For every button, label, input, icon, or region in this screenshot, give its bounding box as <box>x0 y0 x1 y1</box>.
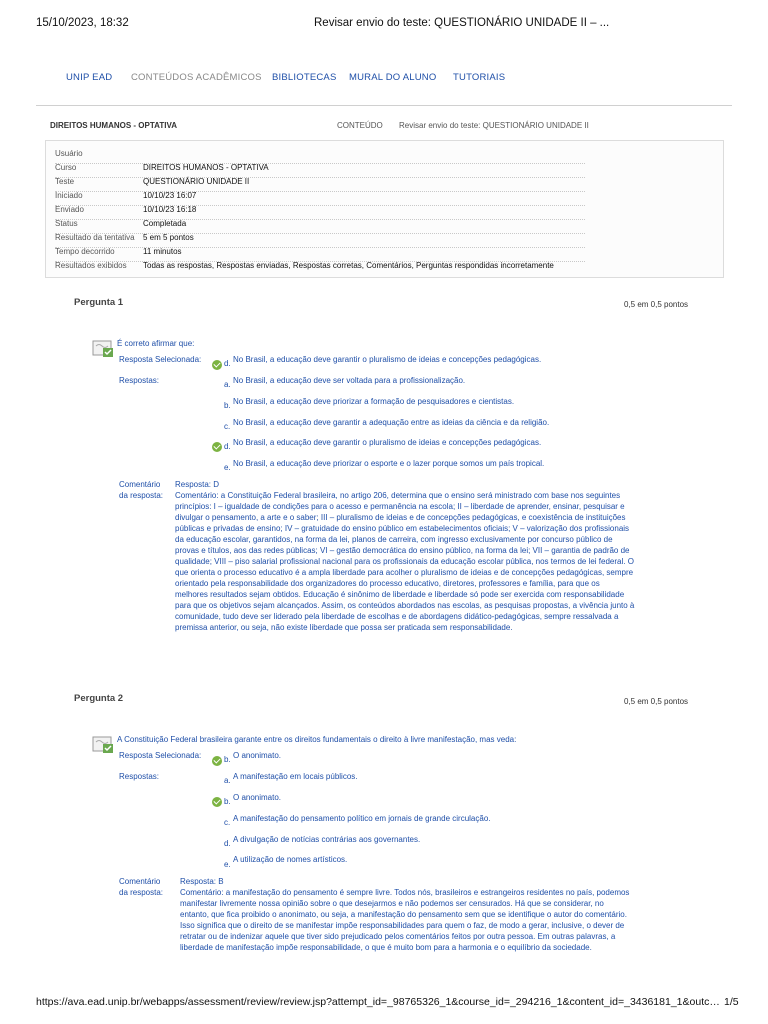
answer-text: A utilização de nomes artísticos. <box>233 855 348 864</box>
question-correct-icon <box>92 340 114 358</box>
nav-conteudos-academicos[interactable]: CONTEÚDOS ACADÊMICOS <box>131 72 262 83</box>
print-date: 15/10/2023, 18:32 <box>36 17 129 29</box>
info-value: DIREITOS HUMANOS - OPTATIVA <box>143 163 269 172</box>
comment-heading: Resposta: D <box>175 480 220 489</box>
answer-letter: e. <box>224 463 231 472</box>
question-correct-icon <box>92 736 114 754</box>
info-row-status <box>55 219 585 234</box>
comment-line: orientado pela responsabilidade dos organizadores do processo educativo, diretores, professores e família, para que os <box>175 579 600 588</box>
comment-line: entanto, que fica proibido o anonimato, ou seja, a manifestação do pensamento sem que se identifique o autor do comentário. <box>180 910 627 919</box>
correct-check-icon <box>212 360 222 370</box>
info-value: 11 minutos <box>143 247 182 256</box>
selected-answer-letter: b. <box>224 755 231 764</box>
comment-label <box>119 479 163 501</box>
info-row-enviado <box>55 205 585 220</box>
info-value: Todas as respostas, Respostas enviadas, Respostas corretas, Comentários, Perguntas respondidas incorretamente <box>143 261 554 270</box>
divider <box>36 105 732 106</box>
answer-text: No Brasil, a educação deve priorizar a formação de pesquisadores e cientistas. <box>233 397 515 406</box>
comment-line: princípios: I – igualdade de condições para o acesso e permanência na escola; II – liberdade de aprender, ensinar, pesquisar e <box>175 502 625 511</box>
selected-answer-letter: d. <box>224 359 231 368</box>
question-1-comment <box>175 479 685 633</box>
comment-line: divulgar o pensamento, a arte e o saber; III – pluralismo de ideias e de concepções pedagógicas, e coexistência de instituições <box>175 513 626 522</box>
answer-letter: c. <box>224 818 231 827</box>
answer-text: A manifestação em locais públicos. <box>233 772 358 781</box>
answer-letter: b. <box>224 797 231 806</box>
correct-check-icon <box>212 797 222 807</box>
selected-answer-label: Resposta Selecionada: <box>119 751 202 760</box>
info-value: 10/10/23 16:18 <box>143 205 197 214</box>
info-label: Iniciado <box>55 191 83 200</box>
nav-bibliotecas[interactable]: BIBLIOTECAS <box>272 72 337 83</box>
answer-text: O anonimato. <box>233 793 282 802</box>
info-row-teste <box>55 177 585 192</box>
question-2-text: A Constituição Federal brasileira garante entre os direitos fundamentais o direito à livre manifestação, mas veda: <box>117 735 517 744</box>
comment-line: provas e títulos, aos das redes públicas; VI – gestão democrática do ensino público, na forma da lei; VII – garantia de padrão de <box>175 546 630 555</box>
comment-line: qualidade; VIII – piso salarial profissional nacional para os profissionais da educação escolar pública, nos termos de lei federal. O <box>175 557 634 566</box>
comment-line: retratar ou de indenizar aquele que tiver sido prejudicado pelos comentários feitos por outra pessoa. Em outras palavras, a <box>180 932 616 941</box>
question-2-comment <box>180 876 690 953</box>
answer-text: A divulgação de notícias contrárias aos governantes. <box>233 835 421 844</box>
answer-text: No Brasil, a educação deve ser voltada para a profissionalização. <box>233 376 466 385</box>
info-label: Resultados exibidos <box>55 261 127 270</box>
answer-text: No Brasil, a educação deve garantir a adequação entre as ideias da ciência e da religião. <box>233 418 550 427</box>
comment-label-line-2: da resposta: <box>119 491 164 500</box>
question-2-points: 0,5 em 0,5 pontos <box>624 697 689 706</box>
info-label: Enviado <box>55 205 84 214</box>
info-value: QUESTIONÁRIO UNIDADE II <box>143 177 250 186</box>
comment-label <box>119 876 163 898</box>
correct-check-icon <box>212 756 222 766</box>
question-1-points: 0,5 em 0,5 pontos <box>624 300 689 309</box>
info-row-iniciado <box>55 191 585 206</box>
comment-line: Isso significa que o direito de se manifestar impõe responsabilidades para quem o faz, de modo a gerar, inclusive, o dever de <box>180 921 625 930</box>
answer-letter: a. <box>224 776 231 785</box>
question-1-title: Pergunta 1 <box>74 297 124 308</box>
info-value: 5 em 5 pontos <box>143 233 194 242</box>
selected-answer-text: O anonimato. <box>233 751 282 760</box>
print-url: https://ava.ead.unip.br/webapps/assessment/review/review.jsp?attempt_id=_98765326_1&course_id=_294216_1&content_id=_3436181_1&outc… <box>36 996 720 1008</box>
answers-label: Respostas: <box>119 376 160 385</box>
comment-line: liberdade de manifestação impõe responsabilidade, o que é muito bom para a harmonia e o equilíbrio da sociedade. <box>180 943 592 952</box>
info-label: Resultado da tentativa <box>55 233 135 242</box>
info-label: Tempo decorrido <box>55 247 115 256</box>
nav-unip-ead[interactable]: UNIP EAD <box>66 72 113 83</box>
answer-text: No Brasil, a educação deve priorizar o esporte e o lazer porque somos um país tropical. <box>233 459 545 468</box>
breadcrumb-page: Revisar envio do teste: QUESTIONÁRIO UNIDADE II <box>399 121 589 130</box>
comment-line: para que os objetivos sejam alcançados. Assim, os conteúdos abordados nas escolas, as pesquisas propostas, a vivência junto à <box>175 601 635 610</box>
info-row-resultados-exibidos <box>55 261 675 275</box>
comment-line: Comentário: a Constituição Federal brasileira, no artigo 206, determina que o ensino será ministrado com base nos seguintes <box>175 491 621 500</box>
print-title: Revisar envio do teste: QUESTIONÁRIO UNIDADE II – ... <box>314 17 610 29</box>
info-label: Curso <box>55 163 77 172</box>
comment-line: públicas e privadas de ensino; IV – gratuidade do ensino público em estabelecimentos oficiais; V – valorização dos profissionais <box>175 524 630 533</box>
info-row-tempo <box>55 247 585 262</box>
comment-label-line-2: da resposta: <box>119 888 164 897</box>
answer-letter: a. <box>224 380 231 389</box>
nav-tutoriais[interactable]: TUTORIAIS <box>453 72 506 83</box>
answer-text: No Brasil, a educação deve garantir o pluralismo de ideias e concepções pedagógicas. <box>233 438 542 447</box>
comment-line: melhores resultados sejam obtidos. Educação é sinônimo de liberdade e liberdade só pode ser exercida com responsabilidade <box>175 590 625 599</box>
nav-mural-do-aluno[interactable]: MURAL DO ALUNO <box>349 72 437 83</box>
answer-letter: d. <box>224 839 231 848</box>
question-1-text: É correto afirmar que: <box>117 339 195 348</box>
comment-line: comunidade, tudo deve ser liderado pela liberdade de escolhas e de abordagens didático-pedagógicas, sempre ressalvada a <box>175 612 619 621</box>
breadcrumb-content[interactable]: CONTEÚDO <box>337 121 383 130</box>
info-label: Teste <box>55 177 75 186</box>
info-row-usuario <box>55 149 585 164</box>
answers-label: Respostas: <box>119 772 160 781</box>
info-label: Usuário <box>55 149 83 158</box>
comment-heading: Resposta: B <box>180 877 224 886</box>
answer-letter: b. <box>224 401 231 410</box>
comment-line: premissa anterior, ou seja, não existe liberdade que possa ser praticada sem responsabilidade. <box>175 623 513 632</box>
comment-line: manifestar livremente nossa opinião sobre o que desejarmos e não podemos ser censurados. Há que se considerar, no <box>180 899 604 908</box>
answer-text: A manifestação do pensamento político em jornais de grande circulação. <box>233 814 491 823</box>
comment-line: da educação escolar, garantidos, na forma da lei, planos de carreira, com ingresso exclusivamente por concurso público de <box>175 535 613 544</box>
info-label: Status <box>55 219 78 228</box>
comment-label-line-1: Comentário <box>119 480 161 489</box>
print-page-number: 1/5 <box>724 996 739 1008</box>
comment-label-line-1: Comentário <box>119 877 161 886</box>
comment-line: Comentário: a manifestação do pensamento é sempre livre. Todos nós, brasileiros e estrangeiros residentes no país, podemos <box>180 888 630 897</box>
attempt-info-box <box>45 140 724 278</box>
question-2-title: Pergunta 2 <box>74 693 124 704</box>
correct-check-icon <box>212 442 222 452</box>
breadcrumb-course[interactable]: DIREITOS HUMANOS - OPTATIVA <box>50 121 177 130</box>
comment-line: que orienta o processo educativo é a ampla liberdade para acolher o pluralismo de ideias e de concepções pedagógicas, sempre <box>175 568 634 577</box>
answer-letter: d. <box>224 442 231 451</box>
answer-letter: e. <box>224 860 231 869</box>
info-row-curso <box>55 163 585 178</box>
selected-answer-label: Resposta Selecionada: <box>119 355 202 364</box>
info-value: 10/10/23 16:07 <box>143 191 197 200</box>
answer-letter: c. <box>224 422 231 431</box>
info-value: Completada <box>143 219 187 228</box>
info-row-resultado <box>55 233 585 248</box>
selected-answer-text: No Brasil, a educação deve garantir o pluralismo de ideias e concepções pedagógicas. <box>233 355 542 364</box>
